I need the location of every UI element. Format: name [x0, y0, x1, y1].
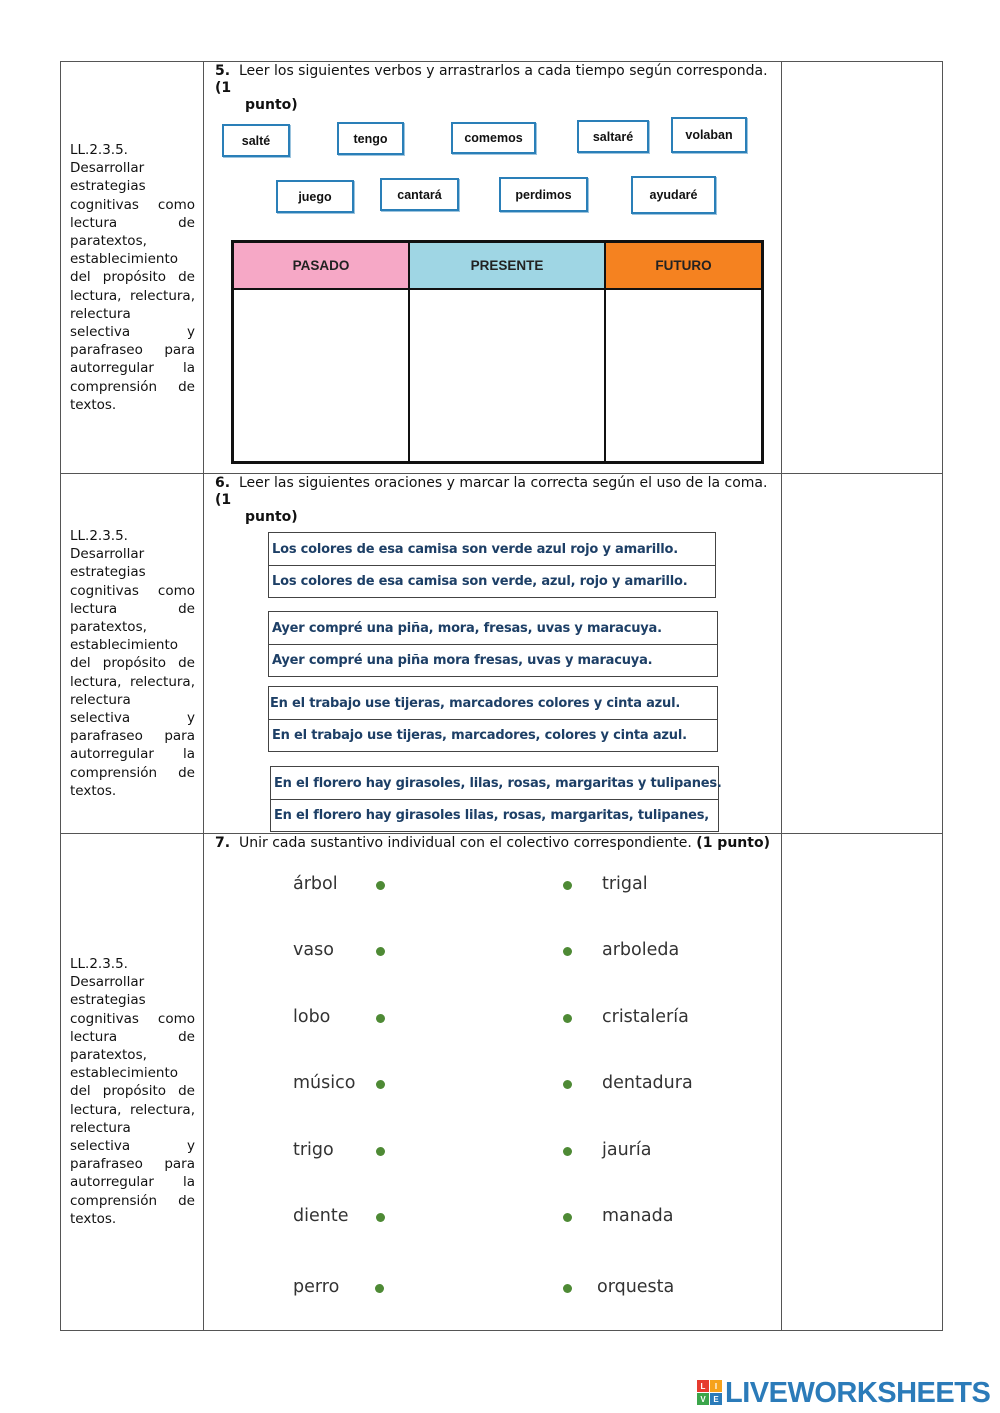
- indicator-cell: [61, 834, 204, 1331]
- draggable-word[interactable]: tengo: [337, 122, 404, 155]
- collective-noun: cristalería: [602, 1007, 689, 1027]
- indicator-text: [70, 527, 195, 800]
- indicator-description: Desarrollar estrategias cognitivas como lectura de paratextos, establecimiento del propósito de lectura, relectura, relectura selectiva y parafraseo para autorregular la comprensión de textos.: [70, 546, 195, 799]
- match-dot-left[interactable]: [376, 947, 385, 956]
- collective-noun: arboleda: [602, 940, 680, 960]
- collective-noun: trigal: [602, 874, 648, 894]
- draggable-word[interactable]: ayudaré: [631, 176, 716, 214]
- tense-table: [231, 240, 764, 464]
- individual-noun: perro: [293, 1277, 340, 1297]
- logo-letter-v: V: [697, 1393, 709, 1405]
- logo-letter-i: I: [710, 1380, 722, 1392]
- question-7-title: [215, 835, 773, 852]
- future-drop-zone[interactable]: [605, 289, 763, 463]
- indicator-cell: [61, 474, 204, 834]
- indicator-text: [70, 141, 195, 414]
- question-number: 7.: [215, 835, 231, 851]
- match-dot-right[interactable]: [563, 1284, 572, 1293]
- option-group: [268, 686, 718, 752]
- score-cell: [782, 62, 943, 474]
- past-header: PASADO: [233, 242, 410, 290]
- indicator-description: Desarrollar estrategias cognitivas como lectura de paratextos, establecimiento del propósito de lectura, relectura, relectura selectiva y parafraseo para autorregular la comprensión de textos.: [70, 160, 195, 413]
- sentence-option[interactable]: En el florero hay girasoles, lilas, rosas, margaritas y tulipanes.: [274, 775, 722, 791]
- option-group: [270, 766, 722, 832]
- logo-letter-e: E: [710, 1393, 722, 1405]
- match-dot-right[interactable]: [563, 1213, 572, 1222]
- present-drop-zone[interactable]: [409, 289, 605, 463]
- points-label: (1: [215, 80, 232, 96]
- indicator-code: LL.2.3.5.: [70, 142, 128, 158]
- question-6-title: [215, 475, 773, 526]
- draggable-word[interactable]: cantará: [380, 178, 459, 211]
- sentence-option[interactable]: En el trabajo use tijeras, marcadores, colores y cinta azul.: [269, 719, 717, 751]
- indicator-text: [70, 955, 195, 1228]
- draggable-word[interactable]: saltaré: [577, 120, 649, 153]
- sentence-option[interactable]: Los colores de esa camisa son verde, azul, rojo y amarillo.: [269, 565, 715, 597]
- draggable-word[interactable]: volaban: [671, 117, 747, 153]
- match-dot-right[interactable]: [563, 881, 572, 890]
- match-dot-left[interactable]: [376, 881, 385, 890]
- activity-cell-6: [204, 474, 782, 834]
- individual-noun: lobo: [293, 1007, 331, 1027]
- sentence-option[interactable]: En el florero hay girasoles lilas, rosas, margaritas, tulipanes,: [271, 799, 718, 831]
- question-row-5: [61, 62, 943, 474]
- match-dot-right[interactable]: [563, 1014, 572, 1023]
- option-group: [268, 532, 716, 598]
- indicator-code: LL.2.3.5.: [70, 956, 128, 972]
- question-number: 5.: [215, 63, 231, 79]
- draggable-word[interactable]: juego: [276, 180, 354, 213]
- question-row-7: [61, 834, 943, 1331]
- points-label-cont: punto): [245, 97, 298, 113]
- question-text: Leer las siguientes oraciones y marcar la correcta según el uso de la coma.: [239, 475, 768, 491]
- question-number: 6.: [215, 475, 231, 491]
- match-dot-left[interactable]: [376, 1147, 385, 1156]
- points-label-cont: punto): [245, 509, 298, 525]
- brand-name: LIVEWORKSHEETS: [725, 1376, 991, 1409]
- question-5-title: [215, 63, 773, 114]
- activity-cell-5: [204, 62, 782, 474]
- indicator-description: Desarrollar estrategias cognitivas como lectura de paratextos, establecimiento del propósito de lectura, relectura, relectura selectiva y parafraseo para autorregular la comprensión de textos.: [70, 974, 195, 1227]
- collective-noun: dentadura: [602, 1073, 693, 1093]
- collective-noun: orquesta: [597, 1277, 675, 1297]
- match-dot-left[interactable]: [375, 1284, 384, 1293]
- activity-cell-7: [204, 834, 782, 1331]
- draggable-word[interactable]: salté: [222, 124, 290, 157]
- match-dot-right[interactable]: [563, 947, 572, 956]
- past-drop-zone[interactable]: [233, 289, 410, 463]
- individual-noun: diente: [293, 1206, 349, 1226]
- worksheet-table: [60, 61, 943, 1331]
- match-dot-left[interactable]: [376, 1014, 385, 1023]
- match-dot-right[interactable]: [563, 1147, 572, 1156]
- match-dot-left[interactable]: [376, 1080, 385, 1089]
- individual-noun: vaso: [293, 940, 334, 960]
- collective-noun: jauría: [602, 1140, 652, 1160]
- sentence-option[interactable]: Los colores de esa camisa son verde azul rojo y amarillo.: [272, 541, 678, 557]
- collective-noun: manada: [602, 1206, 674, 1226]
- question-text: Unir cada sustantivo individual con el colectivo correspondiente.: [239, 835, 692, 851]
- indicator-code: LL.2.3.5.: [70, 528, 128, 544]
- points-label: (1: [215, 492, 232, 508]
- present-header: PRESENTE: [409, 242, 605, 290]
- individual-noun: trigo: [293, 1140, 334, 1160]
- question-row-6: [61, 474, 943, 834]
- draggable-word[interactable]: perdimos: [499, 177, 588, 212]
- individual-noun: árbol: [293, 874, 338, 894]
- match-dot-left[interactable]: [376, 1213, 385, 1222]
- future-header: FUTURO: [605, 242, 763, 290]
- option-group: [268, 611, 718, 677]
- sentence-option[interactable]: En el trabajo use tijeras, marcadores colores y cinta azul.: [270, 695, 681, 711]
- score-cell: [782, 834, 943, 1331]
- score-cell: [782, 474, 943, 834]
- indicator-cell: [61, 62, 204, 474]
- logo-mark-icon: [697, 1380, 723, 1406]
- liveworksheets-logo: [697, 1376, 990, 1410]
- match-dot-right[interactable]: [563, 1080, 572, 1089]
- sentence-option[interactable]: Ayer compré una piña, mora, fresas, uvas y maracuya.: [272, 620, 662, 636]
- individual-noun: músico: [293, 1073, 356, 1093]
- draggable-word[interactable]: comemos: [451, 122, 536, 154]
- question-text: Leer los siguientes verbos y arrastrarlos a cada tiempo según corresponda.: [239, 63, 768, 79]
- sentence-option[interactable]: Ayer compré una piña mora fresas, uvas y maracuya.: [269, 644, 717, 676]
- logo-letter-l: L: [697, 1380, 709, 1392]
- points-label: (1 punto): [696, 835, 770, 851]
